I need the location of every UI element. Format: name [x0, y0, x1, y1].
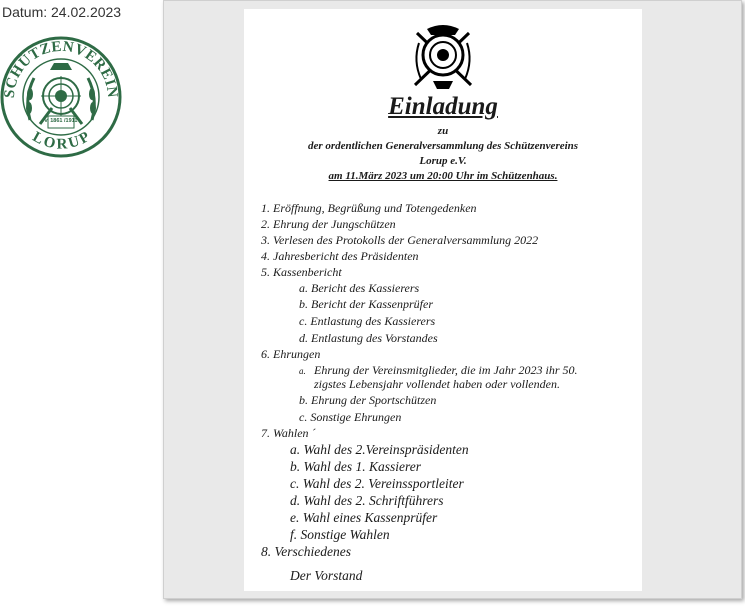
- agenda-subitem: d. Entlastung des Vorstandes: [299, 331, 438, 345]
- subtitle-line: der ordentlichen Generalversammlung des Schützenvereins: [307, 140, 579, 152]
- logo-inner-text: v. 1861 /1911: [44, 118, 78, 124]
- title-connector: zu: [437, 125, 449, 137]
- agenda-item: 5. Kassenbericht: [261, 265, 342, 279]
- agenda-subitem: c. Sonstige Ehrungen: [299, 410, 402, 424]
- agenda-subitem: e. Wahl eines Kassenprüfer: [290, 510, 438, 525]
- agenda-subitem: f. Sonstige Wahlen: [290, 527, 390, 542]
- document-title: Einladung: [388, 93, 498, 120]
- agenda-subitem-marker: a.: [299, 366, 306, 376]
- agenda-subitem: c. Wahl des 2. Vereinssportleiter: [290, 476, 464, 491]
- agenda-item: 2. Ehrung der Jungschützen: [261, 217, 396, 231]
- agenda-item: 4. Jahresbericht des Präsidenten: [261, 249, 419, 263]
- meeting-date-line: am 11.März 2023 um 20:00 Uhr im Schützenhaus.: [328, 170, 558, 182]
- date-label: Datum: 24.02.2023: [2, 4, 122, 20]
- agenda-subitem: d. Wahl des 2. Schriftführers: [290, 493, 444, 508]
- logo-bottom-text: LORUP: [29, 129, 93, 153]
- agenda-list: [244, 9, 642, 591]
- agenda-subitem: Ehrung der Vereinsmitglieder, die im Jahr 2023 ihr 50.: [314, 363, 578, 377]
- agenda-subitem: b. Wahl des 1. Kassierer: [290, 459, 422, 474]
- agenda-subitem: b. Bericht der Kassenprüfer: [299, 297, 433, 311]
- agenda-item: 7. Wahlen ´: [261, 426, 316, 440]
- subtitle-line: Lorup e.V.: [419, 155, 467, 167]
- document-frame: [163, 0, 742, 599]
- club-logo-icon: [0, 36, 122, 158]
- agenda-subitem: a. Bericht des Kassierers: [299, 281, 420, 295]
- agenda-subitem: b. Ehrung der Sportschützen: [299, 393, 437, 407]
- agenda-item: 8. Verschiedenes: [261, 544, 351, 559]
- signature-line: Der Vorstand: [290, 568, 363, 583]
- invitation-document: [244, 9, 642, 591]
- agenda-item: 3. Verlesen des Protokolls der Generalversammlung 2022: [261, 233, 539, 247]
- agenda-item: 1. Eröffnung, Begrüßung und Totengedenken: [261, 201, 477, 215]
- agenda-subitem: a. Wahl des 2.Vereinspräsidenten: [290, 442, 469, 457]
- agenda-item: 6. Ehrungen: [261, 347, 321, 361]
- logo-top-text: SCHÜTZENVEREIN: [1, 38, 121, 99]
- agenda-subitem: zigstes Lebensjahr vollendet haben oder vollenden.: [314, 377, 560, 391]
- agenda-subitem: c. Entlastung des Kassierers: [299, 314, 436, 328]
